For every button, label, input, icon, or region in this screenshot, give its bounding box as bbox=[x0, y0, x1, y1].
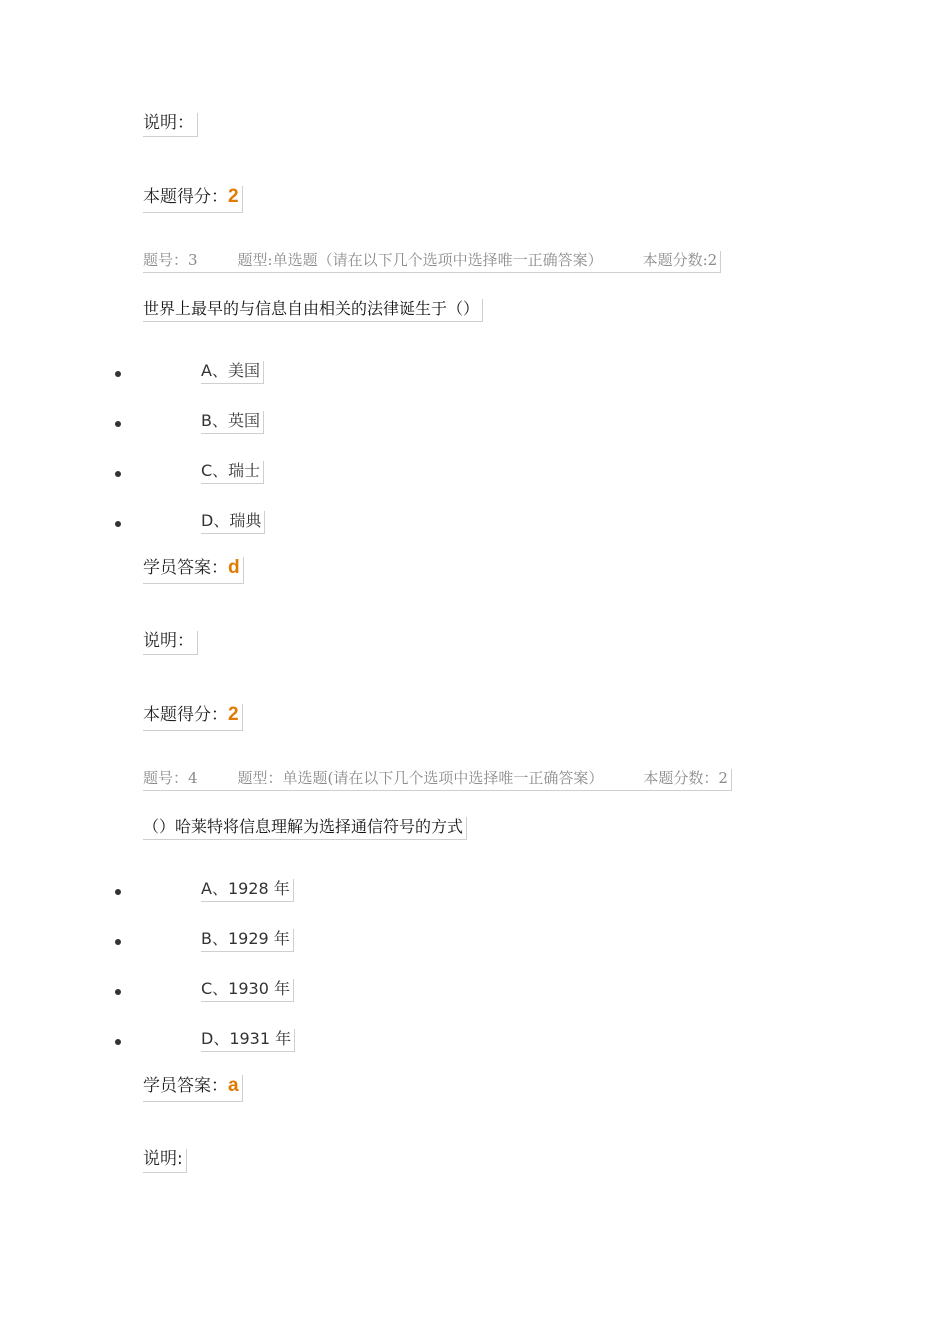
answer-value: d bbox=[228, 557, 240, 578]
explain-label-4: 说明: bbox=[143, 1149, 187, 1173]
option-d-4[interactable]: D、1931 年 bbox=[201, 1029, 295, 1052]
answer-value: a bbox=[228, 1075, 239, 1096]
question-number: 题号：3 bbox=[143, 251, 198, 269]
bullet-icon bbox=[115, 521, 121, 527]
explain-label-0: 说明： bbox=[143, 113, 198, 137]
score-row-3 bbox=[143, 704, 243, 731]
option-c-3[interactable]: C、瑞士 bbox=[201, 461, 264, 484]
option-b-3[interactable]: B、英国 bbox=[201, 411, 264, 434]
question-meta-4 bbox=[143, 769, 732, 791]
bullet-icon bbox=[115, 371, 121, 377]
question-type: 题型:单选题（请在以下几个选项中选择唯一正确答案） bbox=[237, 251, 603, 269]
question-text-3: 世界上最早的与信息自由相关的法律诞生于（） bbox=[143, 299, 483, 322]
option-c-4[interactable]: C、1930 年 bbox=[201, 979, 294, 1002]
option-b-4[interactable]: B、1929 年 bbox=[201, 929, 294, 952]
question-number: 题号：4 bbox=[143, 769, 198, 787]
option-a-4[interactable]: A、1928 年 bbox=[201, 879, 294, 902]
explain-label-3: 说明： bbox=[143, 631, 198, 655]
score-label: 本题得分： bbox=[143, 705, 228, 725]
question-points: 本题分数：2 bbox=[643, 769, 728, 787]
answer-row-4 bbox=[143, 1075, 243, 1102]
bullet-icon bbox=[115, 939, 121, 945]
score-label: 本题得分： bbox=[143, 187, 228, 207]
question-text-4: （）哈莱特将信息理解为选择通信符号的方式 bbox=[143, 817, 467, 840]
option-d-3[interactable]: D、瑞典 bbox=[201, 511, 265, 534]
question-points: 本题分数:2 bbox=[642, 251, 718, 269]
question-meta-3 bbox=[143, 251, 721, 273]
score-value: 2 bbox=[228, 704, 239, 725]
option-a-3[interactable]: A、美国 bbox=[201, 361, 264, 384]
answer-label: 学员答案： bbox=[143, 1076, 228, 1096]
bullet-icon bbox=[115, 421, 121, 427]
bullet-icon bbox=[115, 989, 121, 995]
bullet-icon bbox=[115, 471, 121, 477]
score-row-0 bbox=[143, 186, 243, 213]
bullet-icon bbox=[115, 889, 121, 895]
question-type: 题型：单选题(请在以下几个选项中选择唯一正确答案） bbox=[237, 769, 604, 787]
score-value: 2 bbox=[228, 186, 239, 207]
bullet-icon bbox=[115, 1039, 121, 1045]
answer-row-3 bbox=[143, 557, 244, 584]
answer-label: 学员答案： bbox=[143, 558, 228, 578]
